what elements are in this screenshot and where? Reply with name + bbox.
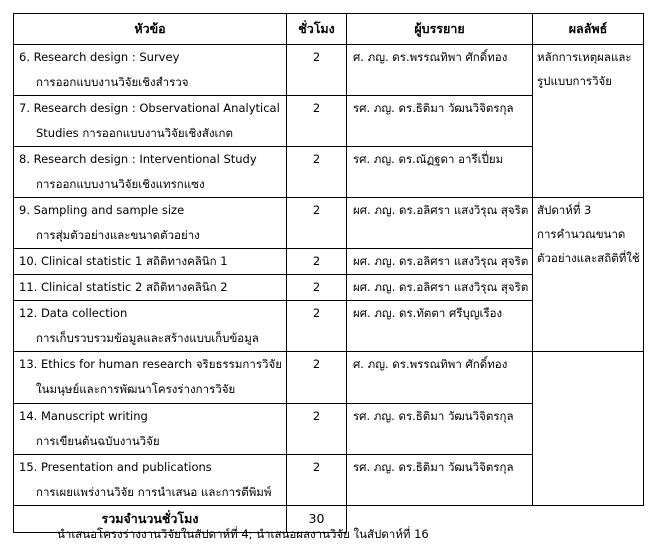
topic-title: 10. Clinical statistic 1 สถิติทางคลินิก 1: [19, 254, 228, 268]
hours-cell: 2: [287, 352, 347, 404]
outcome-cell-empty: [533, 352, 644, 506]
topic-subtitle: การออกแบบงานวิจัยเชิงแทรกแซง: [36, 177, 205, 191]
course-schedule-sheet: [13, 13, 643, 533]
course-schedule-table: [13, 13, 644, 533]
lecturer-cell: รศ. ภญ. ดร.ณัฏฐดา อารีเปี่ยม: [347, 147, 533, 198]
table-row: [14, 352, 644, 404]
total-label: รวมจำนวนชั่วโมง: [14, 506, 287, 533]
header-lecturer: ผู้บรรยาย: [347, 14, 533, 45]
header-hours: ชั่วโมง: [287, 14, 347, 45]
hours-cell: 2: [287, 455, 347, 506]
topic-cell: [14, 147, 287, 198]
outcome-line: รูปแบบการวิจัย: [537, 74, 613, 88]
topic-cell: [14, 455, 287, 506]
footnote: นำเสนอโครงร่างงานวิจัยในสัปดาห์ที่ 4; นำเสนอผลงานวิจัย ในสัปดาห์ที่ 16: [57, 527, 429, 541]
topic-title: 15. Presentation and publications: [19, 460, 212, 474]
header-outcome: ผลลัพธ์: [533, 14, 644, 45]
outcome-line: หลักการเหตุผลและ: [537, 50, 632, 64]
topic-subtitle: การสุ่มตัวอย่างและขนาดตัวอย่าง: [36, 228, 200, 242]
table-row: [14, 45, 644, 96]
hours-cell: 2: [287, 249, 347, 275]
topic-cell: [14, 352, 287, 404]
hours-cell: 2: [287, 301, 347, 352]
outcome-cell-group-1: [533, 45, 644, 198]
hours-cell: 2: [287, 275, 347, 301]
table-row: [14, 198, 644, 249]
topic-subtitle: การเผยแพร่งานวิจัย การนำเสนอ และการตีพิมพ์: [36, 485, 272, 499]
outcome-line: การคำนวณขนาด: [537, 227, 626, 241]
hours-cell: 2: [287, 45, 347, 96]
topic-cell: [14, 301, 287, 352]
topic-subtitle: การเก็บรวบรวมข้อมูลและสร้างแบบเก็บข้อมูล: [36, 331, 259, 345]
topic-cell: [14, 275, 287, 301]
header-row: [14, 14, 644, 45]
topic-cell: [14, 249, 287, 275]
outcome-line: ตัวอย่างและสถิติที่ใช้: [537, 251, 640, 265]
topic-title: 14. Manuscript writing: [19, 409, 148, 423]
hours-cell: 2: [287, 96, 347, 147]
outcome-cell-group-2: [533, 198, 644, 352]
hours-cell: 2: [287, 147, 347, 198]
lecturer-cell: ศ. ภญ. ดร.พรรณทิพา ศักดิ์ทอง: [347, 352, 533, 404]
lecturer-cell: รศ. ภญ. ดร.ธิติมา วัฒนวิจิตรกุล: [347, 404, 533, 455]
hours-cell: 2: [287, 198, 347, 249]
lecturer-cell: ผศ. ภญ. ดร.อลิศรา แสงวิรุณ สุจริต: [347, 275, 533, 301]
hours-cell: 2: [287, 404, 347, 455]
topic-cell: [14, 45, 287, 96]
topic-title: 11. Clinical statistic 2 สถิติทางคลินิก 2: [19, 280, 228, 294]
topic-title: 12. Data collection: [19, 306, 128, 320]
topic-cell: [14, 404, 287, 455]
topic-title: 8. Research design : Interventional Study: [19, 152, 257, 166]
topic-cell: [14, 96, 287, 147]
lecturer-cell: รศ. ภญ. ดร.ธิติมา วัฒนวิจิตรกุล: [347, 455, 533, 506]
topic-subtitle: การเขียนต้นฉบับงานวิจัย: [36, 434, 160, 448]
lecturer-cell: ศ. ภญ. ดร.พรรณทิพา ศักดิ์ทอง: [347, 45, 533, 96]
topic-subtitle: Studies การออกแบบงานวิจัยเชิงสังเกต: [36, 126, 233, 140]
total-hours: 30: [287, 506, 347, 533]
lecturer-cell: ผศ. ภญ. ดร.อลิศรา แสงวิรุณ สุจริต: [347, 198, 533, 249]
topic-title: 9. Sampling and sample size: [19, 203, 185, 217]
topic-cell: [14, 198, 287, 249]
topic-subtitle: การออกแบบงานวิจัยเชิงสำรวจ: [36, 75, 189, 89]
outcome-line: สัปดาห์ที่ 3: [537, 203, 592, 217]
lecturer-cell: ผศ. ภญ. ดร.อลิศรา แสงวิรุณ สุจริต: [347, 249, 533, 275]
blank-cell: [533, 506, 644, 533]
topic-title: 6. Research design : Survey: [19, 50, 180, 64]
topic-title: 7. Research design : Observational Analytical: [19, 101, 280, 115]
lecturer-cell: ผศ. ภญ. ดร.ทัตตา ศรีบุญเรือง: [347, 301, 533, 352]
lecturer-cell: รศ. ภญ. ดร.ธิติมา วัฒนวิจิตรกุล: [347, 96, 533, 147]
header-topic: หัวข้อ: [14, 14, 287, 45]
topic-title: 13. Ethics for human research จริยธรรมการวิจัย: [19, 357, 282, 371]
topic-subtitle: ในมนุษย์และการพัฒนาโครงร่างการวิจัย: [36, 382, 236, 396]
